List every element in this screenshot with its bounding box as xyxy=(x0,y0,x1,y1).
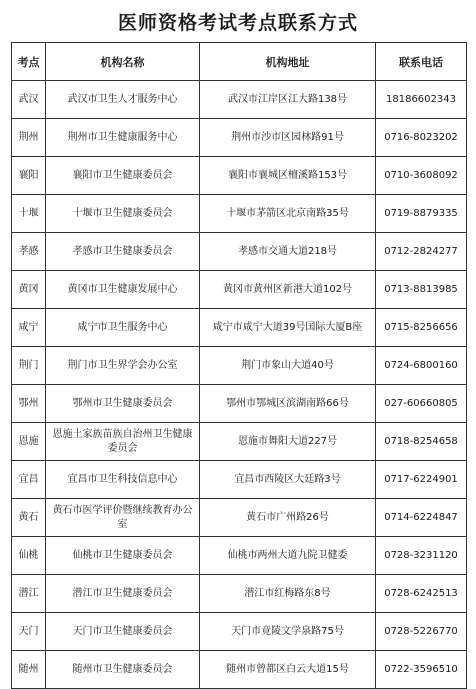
cell-phone: 0722-3596510 xyxy=(376,651,467,689)
cell-org-name: 武汉市卫生人才服务中心 xyxy=(46,81,200,119)
table-row xyxy=(12,347,467,385)
cell-phone: 0719-8879335 xyxy=(376,195,467,233)
cell-city: 潜江 xyxy=(12,575,46,613)
cell-org-name: 恩施土家族苗族自治州卫生健康委员会 xyxy=(46,423,200,461)
table-row xyxy=(12,423,467,461)
cell-phone: 0718-8254658 xyxy=(376,423,467,461)
cell-org-name: 孝感市卫生健康委员会 xyxy=(46,233,200,271)
cell-phone: 0717-6224901 xyxy=(376,461,467,499)
cell-org-name: 黄石市医学评价暨继续教育办公室 xyxy=(46,499,200,537)
table-row xyxy=(12,613,467,651)
cell-city: 荆州 xyxy=(12,119,46,157)
cell-address: 咸宁市咸宁大道39号国际大厦B座 xyxy=(200,309,376,347)
table-row xyxy=(12,309,467,347)
table-row xyxy=(12,271,467,309)
cell-city: 咸宁 xyxy=(12,309,46,347)
page-title: 医师资格考试考点联系方式 xyxy=(117,12,358,34)
cell-phone: 0712-2824277 xyxy=(376,233,467,271)
cell-address: 黄冈市黄州区新港大道102号 xyxy=(200,271,376,309)
table-row xyxy=(12,81,467,119)
cell-city: 恩施 xyxy=(12,423,46,461)
cell-city: 黄石 xyxy=(12,499,46,537)
cell-address: 孝感市交通大道218号 xyxy=(200,233,376,271)
table-row xyxy=(12,233,467,271)
cell-city: 黄冈 xyxy=(12,271,46,309)
cell-phone: 0724-6800160 xyxy=(376,347,467,385)
header-city: 考点 xyxy=(12,43,46,81)
cell-address: 荆州市沙市区园林路91号 xyxy=(200,119,376,157)
table-row xyxy=(12,195,467,233)
cell-org-name: 仙桃市卫生健康委员会 xyxy=(46,537,200,575)
cell-phone: 0728-3231120 xyxy=(376,537,467,575)
cell-address: 宜昌市西陵区大廷路3号 xyxy=(200,461,376,499)
table-body xyxy=(12,81,467,689)
cell-phone: 0714-6224847 xyxy=(376,499,467,537)
cell-org-name: 随州市卫生健康委员会 xyxy=(46,651,200,689)
cell-address: 荆门市象山大道40号 xyxy=(200,347,376,385)
cell-address: 随州市曾都区白云大道15号 xyxy=(200,651,376,689)
cell-phone: 0715-8256656 xyxy=(376,309,467,347)
cell-phone: 18186602343 xyxy=(376,81,467,119)
cell-city: 孝感 xyxy=(12,233,46,271)
cell-address: 黄石市广州路26号 xyxy=(200,499,376,537)
cell-address: 仙桃市两州大道九院卫健委 xyxy=(200,537,376,575)
table-row xyxy=(12,461,467,499)
cell-city: 十堰 xyxy=(12,195,46,233)
cell-city: 随州 xyxy=(12,651,46,689)
cell-city: 武汉 xyxy=(12,81,46,119)
cell-phone: 0713-8813985 xyxy=(376,271,467,309)
cell-city: 荆门 xyxy=(12,347,46,385)
table-row xyxy=(12,575,467,613)
cell-address: 十堰市茅箭区北京南路35号 xyxy=(200,195,376,233)
cell-city: 仙桃 xyxy=(12,537,46,575)
cell-phone: 0728-5226770 xyxy=(376,613,467,651)
cell-address: 襄阳市襄城区檀溪路153号 xyxy=(200,157,376,195)
cell-org-name: 宜昌市卫生科技信息中心 xyxy=(46,461,200,499)
cell-phone: 0710-3608092 xyxy=(376,157,467,195)
cell-address: 武汉市江岸区江大路138号 xyxy=(200,81,376,119)
cell-phone: 0728-6242513 xyxy=(376,575,467,613)
cell-org-name: 鄂州市卫生健康委员会 xyxy=(46,385,200,423)
cell-org-name: 十堰市卫生健康委员会 xyxy=(46,195,200,233)
header-phone: 联系电话 xyxy=(376,43,467,81)
cell-address: 恩施市舞阳大道227号 xyxy=(200,423,376,461)
cell-address: 鄂州市鄂城区滨湖南路66号 xyxy=(200,385,376,423)
table-row xyxy=(12,119,467,157)
cell-address: 天门市竟陵文学泉路75号 xyxy=(200,613,376,651)
table-row xyxy=(12,499,467,537)
header-row xyxy=(12,43,467,81)
cell-phone: 0716-8023202 xyxy=(376,119,467,157)
table-row xyxy=(12,537,467,575)
header-org: 机构名称 xyxy=(46,43,200,81)
cell-org-name: 天门市卫生健康委员会 xyxy=(46,613,200,651)
cell-city: 襄阳 xyxy=(12,157,46,195)
cell-org-name: 襄阳市卫生健康委员会 xyxy=(46,157,200,195)
cell-org-name: 荆州市卫生健康服务中心 xyxy=(46,119,200,157)
cell-org-name: 咸宁市卫生服务中心 xyxy=(46,309,200,347)
cell-city: 鄂州 xyxy=(12,385,46,423)
header-address: 机构地址 xyxy=(200,43,376,81)
cell-org-name: 荆门市卫生界学会办公室 xyxy=(46,347,200,385)
cell-city: 宜昌 xyxy=(12,461,46,499)
cell-address: 潜江市红梅路东8号 xyxy=(200,575,376,613)
cell-city: 天门 xyxy=(12,613,46,651)
table-row xyxy=(12,157,467,195)
cell-phone: 027-60660805 xyxy=(376,385,467,423)
table-row xyxy=(12,651,467,689)
cell-org-name: 黄冈市卫生健康发展中心 xyxy=(46,271,200,309)
table-row xyxy=(12,385,467,423)
contact-table xyxy=(11,42,467,689)
cell-org-name: 潜江市卫生健康委员会 xyxy=(46,575,200,613)
